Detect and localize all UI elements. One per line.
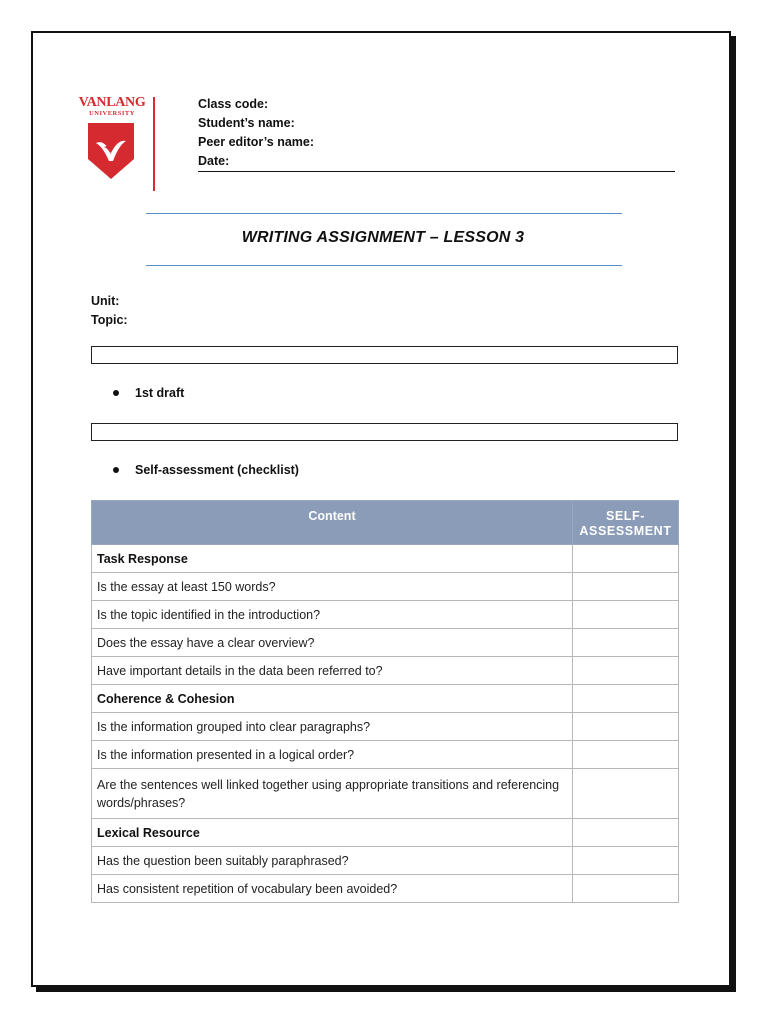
self-assessment-label: Self-assessment (checklist) bbox=[135, 463, 299, 477]
assessment-cell[interactable] bbox=[573, 629, 679, 657]
assessment-cell[interactable] bbox=[573, 685, 679, 713]
title-rule-bottom bbox=[146, 265, 622, 266]
assessment-cell[interactable] bbox=[573, 819, 679, 847]
table-row bbox=[92, 741, 679, 769]
unit-label: Unit: bbox=[91, 294, 120, 308]
section-lexical-resource: Lexical Resource bbox=[92, 819, 573, 847]
student-name-label: Student’s name: bbox=[198, 116, 295, 130]
date-label: Date: bbox=[198, 154, 230, 168]
bullet-first-draft bbox=[113, 386, 184, 400]
checklist-item: Has consistent repetition of vocabulary been avoided? bbox=[92, 875, 573, 903]
checklist-table bbox=[91, 500, 679, 903]
header-self-assessment: SELF- ASSESSMENT bbox=[573, 501, 679, 545]
shield-icon bbox=[86, 121, 136, 181]
table-row bbox=[92, 875, 679, 903]
bullet-self-assessment bbox=[113, 463, 299, 477]
assessment-cell[interactable] bbox=[573, 875, 679, 903]
assessment-cell[interactable] bbox=[573, 769, 679, 819]
peer-editor-label: Peer editor’s name: bbox=[198, 135, 315, 149]
logo-subtitle: UNIVERSITY bbox=[89, 110, 135, 117]
checklist-item: Has the question been suitably paraphrased? bbox=[92, 847, 573, 875]
checklist-item: Have important details in the data been referred to? bbox=[92, 657, 573, 685]
header-content: Content bbox=[92, 501, 573, 545]
unit-topic bbox=[91, 292, 128, 330]
section-coherence-cohesion: Coherence & Cohesion bbox=[92, 685, 573, 713]
title-rule-top bbox=[146, 213, 622, 214]
header-fields bbox=[198, 95, 678, 171]
checklist-item: Is the information grouped into clear paragraphs? bbox=[92, 713, 573, 741]
table-header-row bbox=[92, 501, 679, 545]
table-row bbox=[92, 713, 679, 741]
checklist-item: Are the sentences well linked together using appropriate transitions and referencing words/phrases? bbox=[92, 769, 573, 819]
university-logo bbox=[73, 95, 157, 195]
bullet-dot bbox=[113, 390, 119, 396]
assessment-cell[interactable] bbox=[573, 741, 679, 769]
table-row bbox=[92, 601, 679, 629]
table-row bbox=[92, 769, 679, 819]
table-row bbox=[92, 573, 679, 601]
class-code-label: Class code: bbox=[198, 97, 269, 111]
checklist-item: Is the essay at least 150 words? bbox=[92, 573, 573, 601]
logo-divider bbox=[153, 97, 155, 191]
section-task-response: Task Response bbox=[92, 545, 573, 573]
table-row bbox=[92, 685, 679, 713]
input-box-top bbox=[91, 346, 678, 364]
checklist-item: Is the topic identified in the introduction? bbox=[92, 601, 573, 629]
checklist-item: Does the essay have a clear overview? bbox=[92, 629, 573, 657]
logo-wordmark: VANLANG bbox=[78, 95, 146, 110]
first-draft-label: 1st draft bbox=[135, 386, 185, 400]
assessment-cell[interactable] bbox=[573, 713, 679, 741]
input-box-middle bbox=[91, 423, 678, 441]
assessment-cell[interactable] bbox=[573, 573, 679, 601]
table-row bbox=[92, 847, 679, 875]
assessment-cell[interactable] bbox=[573, 545, 679, 573]
table-row bbox=[92, 629, 679, 657]
table-row bbox=[92, 819, 679, 847]
table-row bbox=[92, 657, 679, 685]
header-rule bbox=[198, 171, 675, 172]
topic-label: Topic: bbox=[91, 313, 128, 327]
document-page bbox=[31, 31, 731, 987]
page-title: WRITING ASSIGNMENT – LESSON 3 bbox=[241, 229, 525, 246]
assessment-cell[interactable] bbox=[573, 847, 679, 875]
table-row bbox=[92, 545, 679, 573]
assessment-cell[interactable] bbox=[573, 657, 679, 685]
bullet-dot bbox=[113, 467, 119, 473]
checklist-item: Is the information presented in a logical order? bbox=[92, 741, 573, 769]
assessment-cell[interactable] bbox=[573, 601, 679, 629]
